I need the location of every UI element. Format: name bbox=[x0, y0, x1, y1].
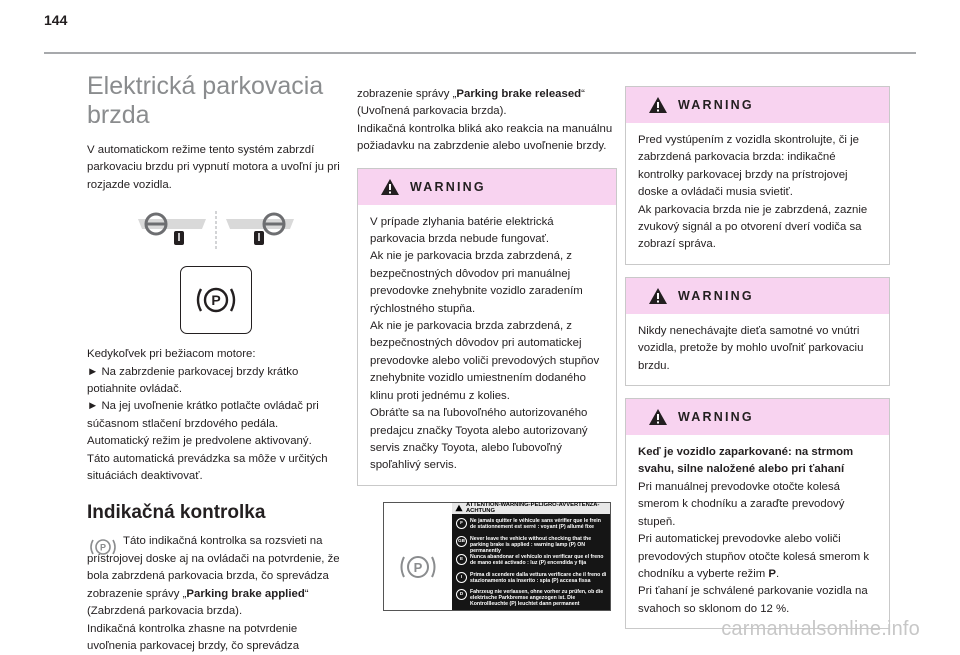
warning-box-before-exit bbox=[625, 86, 890, 265]
label-line bbox=[456, 554, 608, 566]
warning-line-text-b: . bbox=[776, 568, 779, 580]
released-text-b: “ (Uvoľnená parkovacia brzda). bbox=[357, 88, 585, 117]
warning-box-child bbox=[625, 277, 890, 386]
warning-line: Pri manuálnej prevodovke otočte kolesá smerom k chodníku a zaraďte prevodový stupeň. bbox=[638, 479, 877, 531]
column-1 bbox=[87, 72, 345, 655]
steering-illustration bbox=[87, 206, 345, 256]
warning-line bbox=[638, 531, 877, 583]
label-line-text: Never leave the vehicle without checking that the parking brake is applied : warning lamp (P) ON permanently bbox=[470, 536, 608, 554]
warning-line: Ak parkovacia brzda nie je zabrzdená, zaznie zvukový signál a po otvorení dverí vodiča sa zobrazí správa. bbox=[638, 202, 877, 254]
intro-paragraph: V automatickom režime tento systém zabrzdí parkovaciu brzdu pri vypnutí motora a uvoľní ju pri rozjazde vozidla. bbox=[87, 142, 345, 194]
warning-label-illustration bbox=[383, 502, 611, 611]
column-2 bbox=[357, 86, 617, 611]
warning-line: Nikdy nenechávajte dieťa samotné vo vnútri vozidla, pretože by mohlo uvoľniť parkovaciu brzdu. bbox=[638, 323, 877, 375]
warning-triangle-icon bbox=[380, 178, 400, 196]
column-3 bbox=[625, 86, 890, 641]
section-title: Elektrická parkovacia brzda bbox=[87, 72, 345, 130]
warning-line: Pri ťahaní je schválené parkovanie vozidla na svahoch so sklonom do 12 %. bbox=[638, 583, 877, 618]
mode-p-text: P bbox=[768, 568, 776, 580]
lang-badge: GB bbox=[456, 536, 467, 547]
warning-line: Obráťte sa na ľubovoľného autorizovaného predajcu značky Toyota alebo autorizovaný servis značky Toyota, alebo ľubovoľný spoľahlivý servis. bbox=[370, 405, 604, 475]
label-line bbox=[456, 589, 608, 607]
parking-brake-icon bbox=[193, 282, 239, 318]
indicator-section bbox=[87, 533, 345, 655]
warning-line: Ak nie je parkovacia brzda zabrzdená, z bezpečnostných dôvodov pri manuálnej prevodovke znehybnite vozidlo zaradením rýchlostného stupňa. bbox=[370, 248, 604, 318]
label-line-text: Fahrzeug nie verlassen, ohne vorher zu prüfen, ob die elektrische Parkbremse angezogen ist. Die Kontrollleuchte (P) leuchtet dann permanent bbox=[470, 589, 608, 607]
released-text-a: zobrazenie správy „ bbox=[357, 88, 456, 100]
header-rule bbox=[44, 52, 916, 54]
warning-title: WARNING bbox=[678, 410, 754, 424]
warning-bold-line: Keď je vozidlo zaparkované: na strmom svahu, silne naložené alebo pri ťahaní bbox=[638, 444, 877, 479]
warning-body bbox=[626, 435, 889, 628]
warning-header bbox=[626, 87, 889, 123]
warning-header bbox=[358, 169, 616, 205]
label-line bbox=[456, 518, 608, 530]
warning-title: WARNING bbox=[410, 180, 486, 194]
parking-brake-applied-text: Parking brake applied bbox=[186, 588, 304, 600]
indicator-off-paragraph: Indikačná kontrolka zhasne na potvrdenie uvoľnenia parkovacej brzdy, čo sprevádza bbox=[87, 621, 345, 655]
apply-bullet: ► Na zabrzdenie parkovacej brzdy krátko potiahnite ovládač. bbox=[87, 364, 345, 399]
lang-badge: D bbox=[456, 589, 467, 600]
warning-triangle-icon bbox=[648, 96, 668, 114]
svg-text:P: P bbox=[414, 560, 423, 575]
flashing-paragraph: Indikačná kontrolka bliká ako reakcia na manuálnu požiadavku na zabrzdenie alebo uvoľnenie brzdy. bbox=[357, 121, 617, 156]
label-header-text: ATTENTION-WARNING-PELIGRO-AVVERTENZA-ACHTUNG bbox=[466, 502, 610, 514]
indicator-text-b: “ (Zabrzdená parkovacia brzda). bbox=[87, 588, 309, 617]
steering-wheel-pull-icon bbox=[136, 211, 208, 251]
label-header bbox=[452, 503, 610, 514]
svg-text:P: P bbox=[211, 292, 220, 308]
parking-brake-indicator-box bbox=[180, 266, 252, 334]
lang-badge: E bbox=[456, 554, 467, 565]
warning-body bbox=[626, 123, 889, 264]
warning-triangle-icon bbox=[648, 408, 668, 426]
warning-body bbox=[358, 205, 616, 485]
warning-title: WARNING bbox=[678, 98, 754, 112]
label-line bbox=[456, 536, 608, 554]
indicator-text-a: Táto indikačná kontrolka sa rozsvieti na prístrojovej doske aj na ovládači na potvrdenie, že bola zabrzdená parkovacia brzda, čo sprevádza zobrazenie správy „ bbox=[87, 535, 340, 599]
warning-box-slope bbox=[625, 398, 890, 629]
warning-body bbox=[626, 314, 889, 385]
parking-brake-label-icon bbox=[396, 549, 440, 585]
steering-wheel-push-icon bbox=[224, 211, 296, 251]
warning-header bbox=[626, 399, 889, 435]
warning-line-text-a: Pri automatickej prevodovke alebo voliči prevodových stupňov otočte kolesá smerom k chodníku a vyberte režim bbox=[638, 533, 869, 580]
parking-brake-small-icon bbox=[87, 535, 119, 559]
auto-deactivate-paragraph: Táto automatická prevádzka sa môže v určitých situáciách deaktivovať. bbox=[87, 451, 345, 486]
release-bullet: ► Na jej uvoľnenie krátko potlačte ovládač pri súčasnom stlačení brzdového pedála. bbox=[87, 398, 345, 433]
engine-running-paragraph: Kedykoľvek pri bežiacom motore: bbox=[87, 346, 345, 363]
warning-box-battery bbox=[357, 168, 617, 486]
lang-badge: F bbox=[456, 518, 467, 529]
page-number: 144 bbox=[44, 12, 67, 28]
released-paragraph bbox=[357, 86, 617, 121]
label-warning-triangle-icon bbox=[455, 504, 463, 512]
svg-text:P: P bbox=[100, 543, 106, 553]
warning-label-sticker bbox=[452, 503, 610, 610]
lang-badge: I bbox=[456, 572, 467, 583]
warning-line: Pred vystúpením z vozidla skontrolujte, či je zabrzdená parkovacia brzda: indikačné kontrolky parkovacej brzdy na prístrojovej doske a ovládači musia svietiť. bbox=[638, 132, 877, 202]
label-line-text: Ne jamais quitter le véhicule sans vérifier que le frein de stationnement est serré : voyant (P) allumé fixe bbox=[470, 518, 608, 530]
parking-brake-released-text: Parking brake released bbox=[456, 88, 581, 100]
indicator-paragraph bbox=[87, 533, 345, 620]
indicator-heading: Indikačná kontrolka bbox=[87, 501, 345, 525]
warning-line: Ak nie je parkovacia brzda zabrzdená, z bezpečnostných dôvodov pri automatickej prevodovke alebo voliči prevodových stupňov znehybnite vozidlo umiestnením dodaného klinu proti jednému z kolies. bbox=[370, 318, 604, 405]
label-line-text: Prima di scendere dalla vettura verificare che il freno di stazionamento sia inserito : spia (P) accesa fissa bbox=[470, 572, 608, 584]
warning-title: WARNING bbox=[678, 289, 754, 303]
label-line bbox=[456, 572, 608, 584]
warning-line: V prípade zlyhania batérie elektrická parkovacia brzda nebude fungovať. bbox=[370, 214, 604, 249]
divider-dash bbox=[208, 209, 224, 253]
label-line-text: Nunca abandonar el vehículo sin verificar que el freno de mano esté activado : luz (P) encendida y fija bbox=[470, 554, 608, 566]
warning-header bbox=[626, 278, 889, 314]
warning-triangle-icon bbox=[648, 287, 668, 305]
watermark: carmanualsonline.info bbox=[721, 618, 920, 641]
auto-mode-paragraph: Automatický režim je predvolene aktivovaný. bbox=[87, 433, 345, 450]
